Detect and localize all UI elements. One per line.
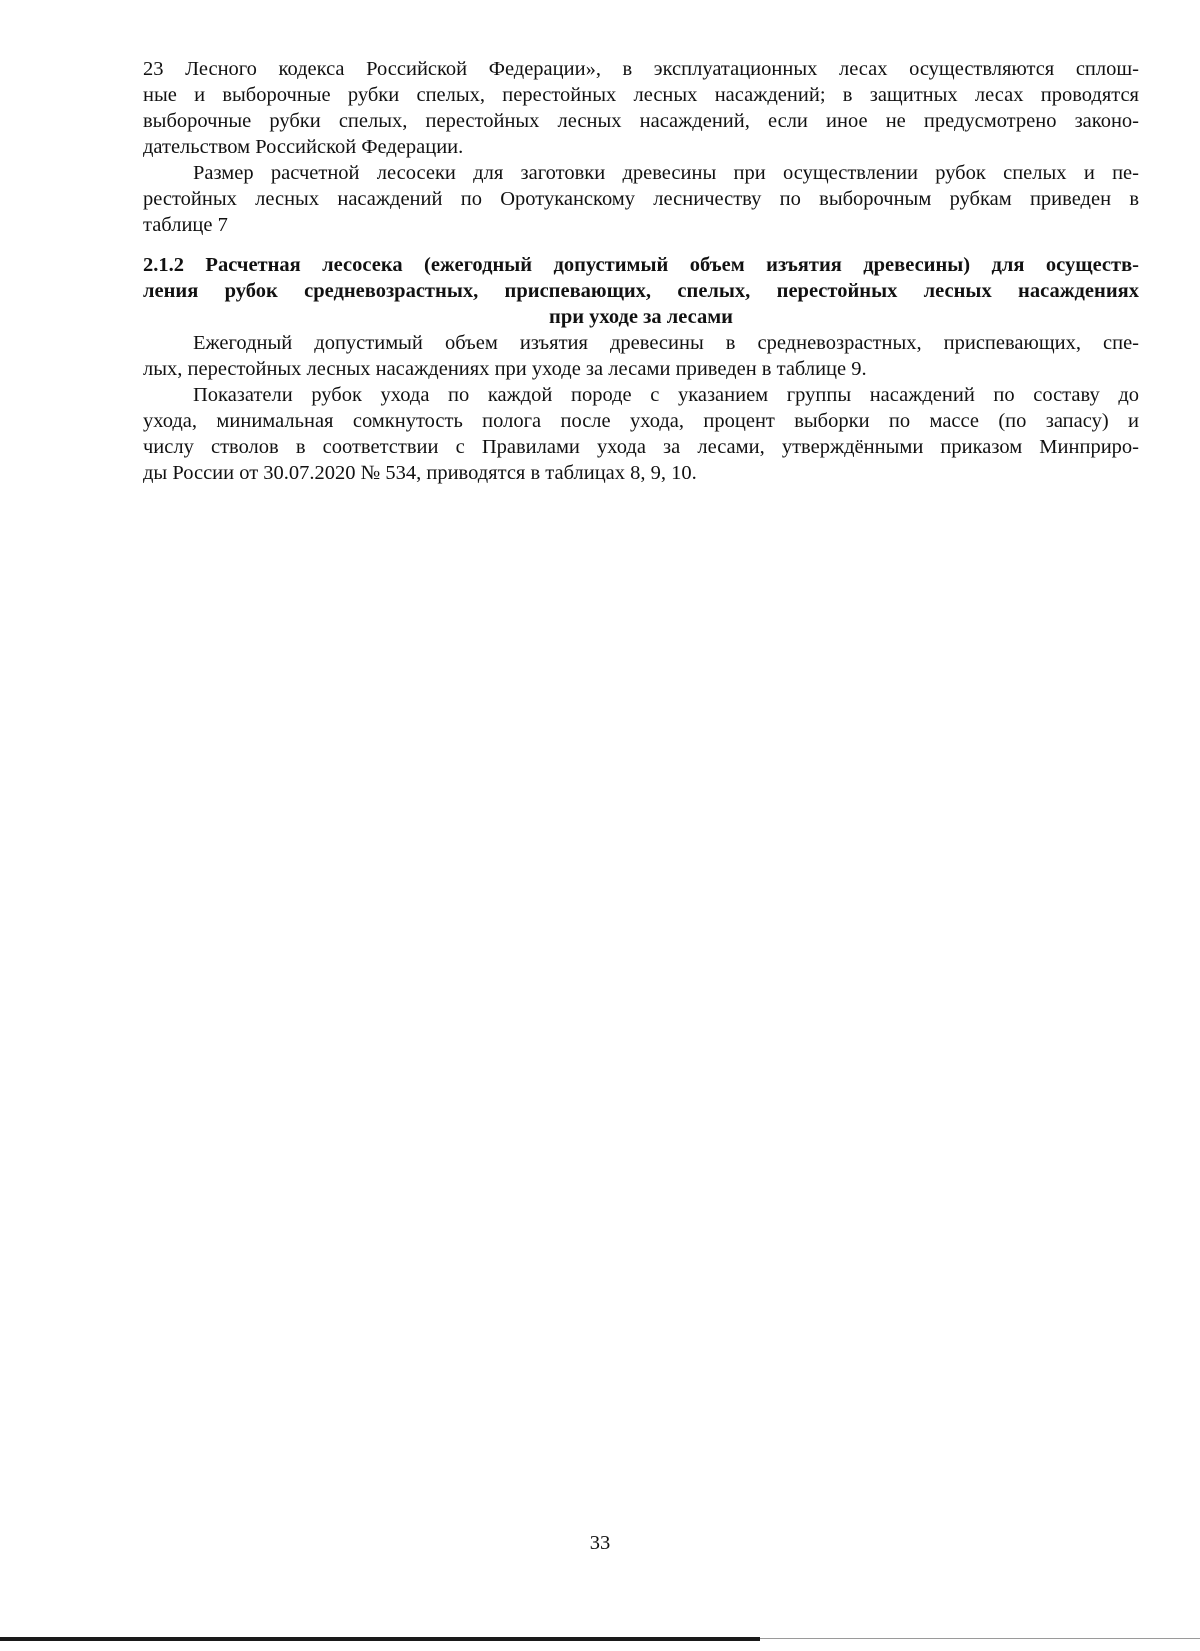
- text-line: Ежегодный допустимый объем изъятия древесины в средневозрастных, приспевающих, спе-: [193, 332, 1139, 354]
- paragraph-forest-code-continuation: [143, 56, 1139, 160]
- text-line: ные и выборочные рубки спелых, перестойных лесных насаждений; в защитных лесах проводятся: [143, 84, 1139, 106]
- text-line: выборочные рубки спелых, перестойных лесных насаждений, если иное не предусмотрено законо-: [143, 110, 1139, 132]
- text-line: 23 Лесного кодекса Российской Федерации», в эксплуатационных лесах осуществляются сплош-: [143, 58, 1139, 80]
- heading-line: 2.1.2 Расчетная лесосека (ежегодный допустимый объем изъятия древесины) для осуществ-: [143, 254, 1139, 276]
- text-line: числу стволов в соответствии с Правилами ухода за лесами, утверждёнными приказом Минприро-: [143, 436, 1139, 458]
- text-line: дательством Российской Федерации.: [143, 136, 464, 158]
- scan-edge-line: [0, 1637, 760, 1641]
- heading-line: при уходе за лесами: [549, 306, 733, 328]
- text-line: ды России от 30.07.2020 № 534, приводятся в таблицах 8, 9, 10.: [143, 462, 697, 484]
- paragraph-thinning-indicators: [143, 382, 1139, 486]
- section-heading-2-1-2: [143, 252, 1139, 330]
- text-line: лых, перестойных лесных насаждениях при уходе за лесами приведен в таблице 9.: [143, 358, 867, 380]
- page-number: 33: [589, 1532, 611, 1554]
- text-line: таблице 7: [143, 214, 228, 236]
- page-body: [143, 56, 1139, 486]
- scan-edge-line-faint: [760, 1638, 1200, 1639]
- paragraph-allowable-cut-size: [143, 160, 1139, 238]
- paragraph-annual-removal-volume: [143, 330, 1139, 382]
- text-line: Показатели рубок ухода по каждой породе с указанием группы насаждений по составу до: [193, 384, 1139, 406]
- text-line: рестойных лесных насаждений по Оротуканскому лесничеству по выборочным рубкам приведен в: [143, 188, 1139, 210]
- text-line: ухода, минимальная сомкнутость полога после ухода, процент выборки по массе (по запасу) и: [143, 410, 1139, 432]
- text-line: Размер расчетной лесосеки для заготовки древесины при осуществлении рубок спелых и пе-: [193, 162, 1139, 184]
- heading-line: ления рубок средневозрастных, приспевающих, спелых, перестойных лесных насаждениях: [143, 280, 1139, 302]
